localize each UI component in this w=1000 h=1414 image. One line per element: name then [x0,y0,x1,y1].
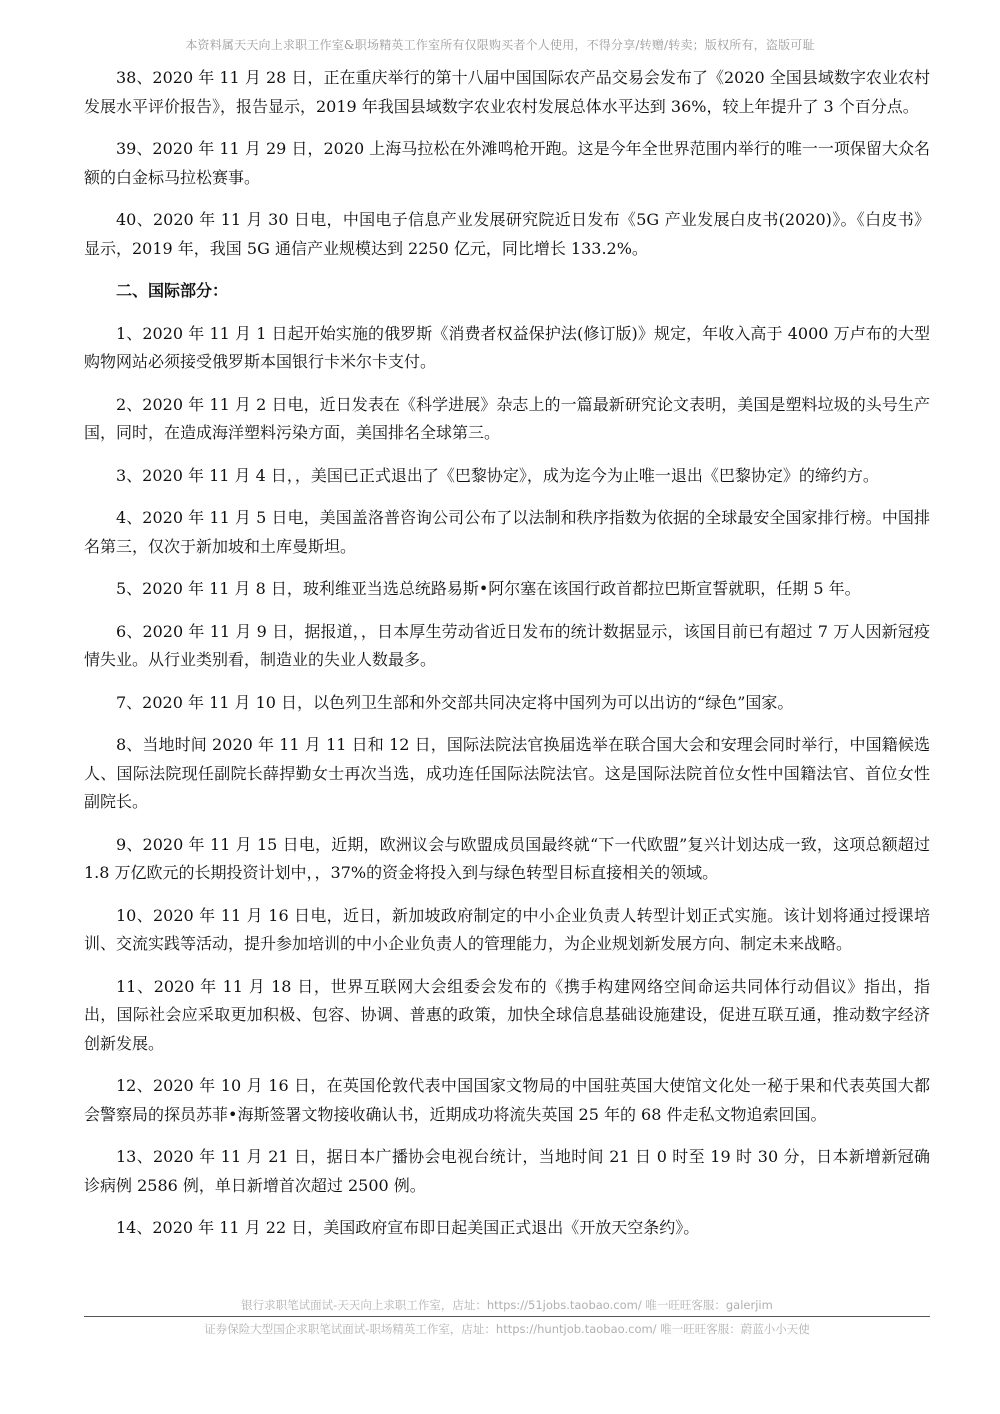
news-item-international-12: 12、2020 年 10 月 16 日，在英国伦敦代表中国国家文物局的中国驻英国大使馆文化处一秘于果和代表英国大都会警察局的探员苏菲•海斯签署文物接收确认书，近期成功将流失英国 25 年的 68 件走私文物追索回国。 [84,1076,930,1124]
news-item-international-4: 4、2020 年 11 月 5 日电，美国盖洛普咨询公司公布了以法制和秩序指数为依据的全球最安全国家排行榜。中国排名第三，仅次于新加坡和土库曼斯坦。 [84,508,930,556]
news-item-international-6: 6、2020 年 11 月 9 日，据报道，，日本厚生劳动省近日发布的统计数据显示，该国目前已有超过 7 万人因新冠疫情失业。从行业类别看，制造业的失业人数最多。 [84,621,930,669]
document-body [84,64,930,1257]
news-item-international-13: 13、2020 年 11 月 21 日，据日本广播协会电视台统计，当地时间 21 日 0 时至 19 时 30 分，日本新增新冠确诊病例 2586 例，单日新增首次超过 2500 例。 [84,1147,930,1195]
copyright-notice: 本资料属天天向上求职工作室&职场精英工作室所有仅限购买者个人使用，不得分享/转赠/转卖；版权所有，盗版可耻 [185,38,815,52]
news-item-international-5: 5、2020 年 11 月 8 日，玻利维亚当选总统路易斯•阿尔塞在该国行政首都拉巴斯宣誓就职，任期 5 年。 [116,579,861,598]
news-item-international-11: 11、2020 年 11 月 18 日，世界互联网大会组委会发布的《携手构建网络空间命运共同体行动倡议》指出，指出，国际社会应采取更加积极、包容、协调、普惠的政策，加快全球信息基础设施建设，促进互联互通，推动数字经济创新发展。 [84,976,930,1053]
news-item-international-1: 1、2020 年 11 月 1 日起开始实施的俄罗斯《消费者权益保护法(修订版)》规定，年收入高于 4000 万卢布的大型购物网站必须接受俄罗斯本国银行卡米尔卡支付。 [84,323,930,371]
news-item-domestic-40: 40、2020 年 11 月 30 日电，中国电子信息产业发展研究院近日发布《5G 产业发展白皮书(2020)》。《白皮书》显示，2019 年，我国 5G 通信产业规模达到 2250 亿元，同比增长 133.2%。 [84,210,930,258]
footer-shop-line-2: 证券保险大型国企求职笔试面试-职场精英工作室，店址：https://huntjob.taobao.com/ 唯一旺旺客服：蔚蓝小小天使 [204,1322,810,1336]
section-heading-international: 二、国际部分： [116,281,229,300]
page-footer [84,1296,930,1338]
news-item-international-8: 8、当地时间 2020 年 11 月 11 日和 12 日，国际法院法官换届选举在联合国大会和安理会同时举行，中国籍候选人、国际法院现任副院长薛捍勤女士再次当选，成功连任国际法院法官。这是国际法院首位女性中国籍法官、首位女性副院长。 [84,735,930,811]
news-item-international-7: 7、2020 年 11 月 10 日，以色列卫生部和外交部共同决定将中国列为可以出访的“绿色”国家。 [116,692,794,712]
news-item-international-2: 2、2020 年 11 月 2 日电，近日发表在《科学进展》杂志上的一篇最新研究论文表明，美国是塑料垃圾的头号生产国，同时，在造成海洋塑料污染方面，美国排名全球第三。 [84,394,930,442]
footer-divider [84,1316,930,1317]
news-item-domestic-39: 39、2020 年 11 月 29 日，2020 上海马拉松在外滩鸣枪开跑。这是今年全世界范围内举行的唯一一项保留大众名额的白金标马拉松赛事。 [84,139,930,187]
news-item-international-3: 3、2020 年 11 月 4 日，，美国已正式退出了《巴黎协定》，成为迄今为止唯一退出《巴黎协定》的缔约方。 [116,465,879,485]
news-item-international-10: 10、2020 年 11 月 16 日电，近日，新加坡政府制定的中小企业负责人转型计划正式实施。该计划将通过授课培训、交流实践等活动，提升参加培训的中小企业负责人的管理能力，为企业规划新发展方向、制定未来战略。 [84,905,930,953]
footer-shop-line-1: 银行求职笔试面试-天天向上求职工作室，店址：https://51jobs.taobao.com/ 唯一旺旺客服：galerjim [241,1298,773,1312]
news-item-domestic-38: 38、2020 年 11 月 28 日，正在重庆举行的第十八届中国国际农产品交易会发布了《2020 全国县域数字农业农村发展水平评价报告》，报告显示，2019 年我国县域数字农业农村发展总体水平达到 36%，较上年提升了 3 个百分点。 [84,68,930,116]
news-item-international-14: 14、2020 年 11 月 22 日，美国政府宣布即日起美国正式退出《开放天空条约》。 [116,1218,700,1237]
news-item-international-9: 9、2020 年 11 月 15 日电，近期，欧洲议会与欧盟成员国最终就“下一代欧盟”复兴计划达成一致，这项总额超过 1.8 万亿欧元的长期投资计划中，，37%的资金将投入到与绿色转型目标直接相关的领域。 [84,834,930,882]
